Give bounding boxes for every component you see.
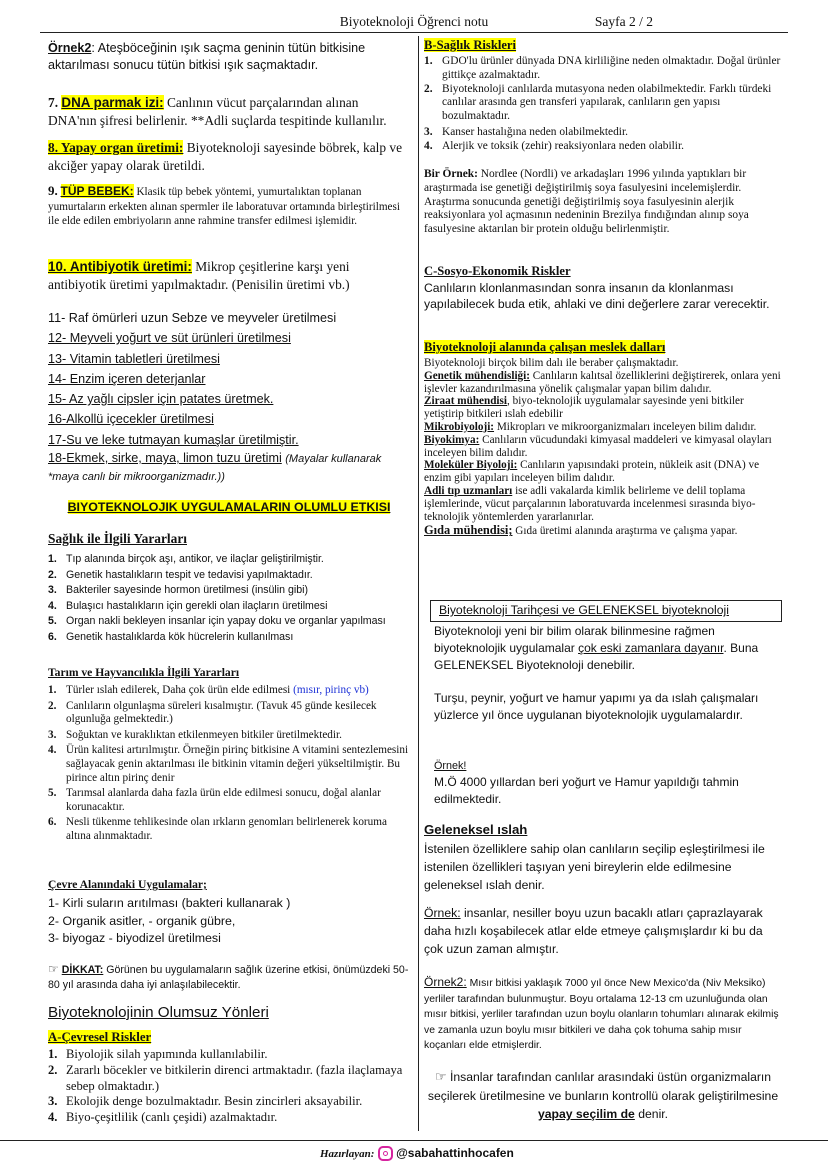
list-item: 5. Tarımsal alanlarda daha fazla ürün elde edilmesi sonucu, doğal alanlar korunacaktır. <box>48 787 381 813</box>
list-item: 6. Nesli tükenme tehlikesinde olan ırkların genomları belirlenerek koruma altına alınmaktadır. <box>48 816 387 842</box>
env-apps-title: Çevre Alanındaki Uygulamalar; <box>48 878 207 891</box>
ornek-text: M.Ö 4000 yıllardan beri yoğurt ve Hamur yapıldığı tahmin edilmektedir. <box>434 775 739 806</box>
item-10: 10. Antibiyotik üretimi: Mikrop çeşitlerine karşı yeni antibiyotik üretimi yapılmaktadır. (Penisilin üretimi vb.) <box>48 259 350 292</box>
hand-icon: ☞ <box>434 1069 447 1084</box>
list-item: 13- Vitamin tabletleri üretilmesi <box>48 351 220 366</box>
list-item: Biyokimya: Canlıların vücudundaki kimyasal maddeleri ve kimyasal olayları inceleyen bilim dalıdır. <box>424 433 772 459</box>
list-item: 3. Bakteriler sayesinde hormon üretilmesi (insülin gibi) <box>48 584 308 596</box>
list-item: 2. Zararlı böcekler ve bitkilerin direnci artmaktadır. (fazla ilaçlamaya sebep olmaktadır.) <box>48 1062 403 1093</box>
health-benefits-list <box>48 552 410 645</box>
list-item: 1. Türler ıslah edilerek, Daha çok ürün elde edilmesi (mısır, pirinç vb) <box>48 684 369 696</box>
islah-title: Geleneksel ıslah <box>424 822 528 837</box>
careers-title: Biyoteknoloji alanında çalışan meslek dalları <box>424 340 666 354</box>
list-item: 4. Biyo-çeşitlilik (canlı çeşidi) azalmaktadır. <box>48 1110 278 1125</box>
list-item: 15- Az yağlı cipsler için patates üretmek. <box>48 392 274 407</box>
env-risks-title: A-Çevresel Riskler <box>48 1030 152 1044</box>
list-item: 17-Su ve leke tutmayan kumaşlar üretilmiştir. <box>48 432 299 447</box>
list-item: Moleküler Biyoloji: Canlıların yapısındaki protein, nükleik asit (DNA) ve enzim gibi yapıları inceleyen bilim dalıdır. <box>424 459 760 485</box>
prepared-by-label: Hazırlayan: <box>320 1148 375 1160</box>
page-header <box>40 8 788 33</box>
list-item: 1. GDO'lu ürünler dünyada DNA kirliliğine neden olmaktadır. Doğal ürünler gittikçe azalmaktadır. <box>424 55 781 81</box>
history-box: Biyoteknoloji Tarihçesi ve GELENEKSEL biyoteknoloji <box>430 600 782 622</box>
doc-title: Biyoteknoloji Öğrenci notu <box>339 14 489 29</box>
list-item: 11- Raf ömürleri uzun Sebze ve meyveler üretilmesi <box>48 311 337 325</box>
list-item: Gıda mühendisi; Gıda üretimi alanında araştırma ve çalışma yapar. <box>424 523 738 538</box>
list-item: 2. Biyoteknoloji canlılarda mutasyona neden olabilmektedir. Farklı türdeki canlılar arasında gen transferi yapılarak, canlıların gen yapısı bozulmaktadır. <box>424 82 772 123</box>
footer <box>0 1140 828 1165</box>
list-item: 4. Bulaşıcı hastalıkların için gerekli olan ilaçların üretilmesi <box>48 599 328 612</box>
ornek-label: Örnek! <box>434 760 467 772</box>
list-item: 16-Alkollü içecekler üretilmesi <box>48 412 214 427</box>
env-risks-list <box>48 1047 410 1126</box>
islah-text: İstenilen özelliklere sahip olan canlıların seçilip eşleştirilmesi ile istenilen özellikleri taşıyan yeni bireylerin elde edilmesine geleneksel ıslah denir. <box>424 842 765 892</box>
page-number: Sayfa 2 / 2 <box>594 14 653 29</box>
islah-example: Örnek: insanlar, nesiller boyu uzun bacaklı atları çaprazlayarak daha hızlı koşabilecek atlar elde etmeye çalışmışlardır ki bu da çok uzun zaman almıştır. <box>424 906 763 956</box>
list-item: 18-Ekmek, sirke, maya, limon tuzu üretimi (Mayalar kullanarak *maya canlı bir mikroorganizmadır.)) <box>48 451 382 484</box>
list-item: 3- biyogaz - biyodizel üretilmesi <box>48 931 221 945</box>
artificial-selection-text: ☞ İnsanlar tarafından canlılar arasındaki üstün organizmaların seçilerek üretilmesine ve bunların kontrollü olarak geliştirilmesine yapay seçilim de denir. <box>427 1069 779 1121</box>
list-item: Adli tıp uzmanları ise adli vakalarda kimlik belirleme ve delil toplama işlemlerinde, vücut parçalarının laboratuvarda incelenmesi sırasında biyo-teknolojik yöntemlerden yararlanırlar. <box>424 484 756 523</box>
dikkat-note: ☞ DİKKAT: Görünen bu uygulamaların sağlık üzerine etkisi, önümüzdeki 50-80 yıl arasında daha iyi anlaşılabilecektir. <box>48 962 409 991</box>
negative-aspects-title: Biyoteknolojinin Olumsuz Yönleri <box>48 1004 269 1021</box>
item-9: 9. TÜP BEBEK: Klasik tüp bebek yöntemi, yumurtalıktan toplanan yumurtaların erkekten alınan spermler ile laboratuvar ortamında birleştirilmesi ile elde edilen embriyoların anne rahmine transfer edilmesi işlemidir. <box>48 183 400 227</box>
instagram-icon <box>378 1146 393 1161</box>
instagram-handle[interactable]: @sabahattinhocafen <box>396 1146 514 1160</box>
list-item: 14- Enzim içeren deterjanlar <box>48 371 206 386</box>
numbered-list-11-18 <box>48 308 410 486</box>
env-apps-list <box>48 895 410 948</box>
list-item: Mikrobiyoloji: Mikropları ve mikroorganizmaları inceleyen bilim dalıdır. <box>424 420 757 433</box>
list-item: 1- Kirli suların arıtılması (bakteri kullanarak ) <box>48 896 291 910</box>
list-item: 4. Alerjik ve toksik (zehir) reaksiyonlara neden olabilir. <box>424 139 684 152</box>
socio-risks-title: C-Sosyo-Ekonomik Riskler <box>424 264 571 278</box>
ornek2-block: Örnek2: Ateşböceğinin ışık saçma geninin tütün bitkisine aktarılması sonucu tütün bitkisi ışık saçmaktadır. <box>48 41 366 72</box>
list-item: Genetik mühendisliği: Canlıların kalıtsal özelliklerini değiştirerek, onlara yeni işlevler kazandırılmasına yönelik çalışmalar yapan bilim dalıdır. <box>424 369 781 395</box>
agri-benefits-title: Tarım ve Hayvancılıkla İlgili Yararları <box>48 666 240 679</box>
item-8: 8. Yapay organ üretimi: Biyoteknoloji sayesinde böbrek, kalp ve akciğer yapay olarak üretildi. <box>48 140 403 173</box>
list-item: Ziraat mühendisi, biyo-teknolojik uygulamalar sayesinde yeni bitkiler yetiştirip bitkileri ıslah edebilir <box>424 395 744 421</box>
item-7: 7. DNA parmak izi: Canlının vücut parçalarından alınan DNA'nın şifresi belirlenir. **Adli suçlarda tespitinde kullanılır. <box>48 95 387 128</box>
agri-benefits-list <box>48 684 410 844</box>
list-item: 1. Tıp alanında birçok aşı, antikor, ve ilaçlar geliştirilmiştir. <box>48 553 324 565</box>
list-item: 1. Biyolojik silah yapımında kullanılabilir. <box>48 1047 268 1061</box>
health-benefits-title: Sağlık ile İlgili Yararları <box>48 531 187 546</box>
column-divider <box>418 36 419 1131</box>
list-item: 2. Canlıların olgunlaşma süreleri kısalmıştır. (Tavuk 45 günde kesilecek olgunluğa gelmektedir.) <box>48 699 377 726</box>
list-item: 12- Meyveli yoğurt ve süt ürünleri üretilmesi <box>48 331 291 346</box>
list-item: 5. Organ nakli bekleyen insanlar için yapay doku ve organlar yapılması <box>48 615 386 627</box>
hand-icon: ☞ <box>48 962 59 976</box>
islah-example2: Örnek2: Mısır bitkisi yaklaşık 7000 yıl önce New Mexico'da (Niv Meksiko) yerliler tarafından bulunmuştur. Boyu ortalama 12-13 cm uzunluğunda olan mısır bitkisi, yerliler tarafından uzun boylu olanların tohumları alınarak ekilmiş ve zamanla uzun boylu mısır bitkileri ve daha çok tohuma sahip mısır koçanları elde etmişlerdir. <box>424 975 779 1051</box>
positive-effects-title: BIYOTEKNOLOJIK UYGULAMALARIN OLUMLU ETKISI <box>67 500 391 514</box>
list-item: 4. Ürün kalitesi artırılmıştır. Örneğin pirinç bitkisine A vitamini sentezlemesini sağlayacak genin aktarılması ile bitkinin vitamin değeri yükseltilmiştir. Bu pirince altın pirinç denir <box>48 744 409 784</box>
health-risks-title: B-Sağlık Riskleri <box>424 38 517 52</box>
careers-list: Biyoteknoloji birçok bilim dalı ile beraber çalışmaktadır. Genetik mühendisliği: Canlıların kalıtsal özelliklerini değiştirerek, onlara yeni işlevler kazandırılmasına yönelik çalışmalar yapan bilim dalıdır. Ziraat mühendisi, biyo-teknolojik uygulamalar sayesinde yeni bitkiler yetiştirip bitkileri ıslah edebilir Mikrobiyoloji: Mikropları ve mikroorganizmaları inceleyen bilim dalıdır. Biyokimya: Canlıların vücudundaki kimyasal maddeleri ve kimyasal olayları inceleyen bilim dalıdır. Moleküler Biyoloji: Canlıların yapısındaki protein, nükleik asit (DNA) ve enzim gibi yapıları inceleyen bilim dalıdır. Adli tıp uzmanları ise adli vakalarda kimlik belirleme ve delil toplama işlemlerinde, vücut parçalarının laboratuvarda incelenmesi sırasında biyo-teknolojik yöntemlerden yararlanırlar. Gıda mühendisi; Gıda üretimi alanında araştırma ve çalışma yapar. <box>424 357 781 538</box>
list-item: 2- Organik asitler, - organik gübre, <box>48 913 236 928</box>
history-p2: Turşu, peynir, yoğurt ve hamur yapımı ya da ıslah çalışmaları yüzlerce yıl önce uygulanan biyoteknolojik uygulamalardır. <box>434 691 759 722</box>
list-item: 3. Ekolojik denge bozulmaktadır. Besin zincirleri aksayabilir. <box>48 1094 363 1109</box>
list-item: 3. Kanser hastalığına neden olabilmektedir. <box>424 125 628 138</box>
bir-ornek-block: Bir Örnek: Nordlee (Nordli) ve arkadaşları 1996 yılında yaptıkları bir araştırmada ise genetiği değiştirilmiş soya fasulyesini incelemişlerdir. Araştırma sonucunda genetiği değiştirilmiş soya fasulyesinin alerjik reaksiyonlara yol açmasının nedeninin Brezilya fındığından alınıp soya fasulyesine aktarılan bir protein olduğu belirlenmiştir. <box>424 168 749 236</box>
list-item: 2. Genetik hastalıkların tespit ve tedavisi yapılmaktadır. <box>48 568 313 581</box>
list-item: 3. Soğuktan ve kuraklıktan etkilenmeyen bitkiler üretilmektedir. <box>48 728 342 741</box>
socio-risks-text: Canlıların klonlanmasından sonra insanın da klonlanması yapılabilecek buda etik, ahlaki ve dini değerlere zarar verecektir. <box>424 281 770 311</box>
health-risks-list <box>424 55 782 154</box>
history-text: Biyoteknoloji yeni bir bilim olarak bilinmesine rağmen biyoteknolojik uygulamalar çok eski zamanlara dayanır. Buna GELENEKSEL Biyoteknoloji denebilir. <box>434 624 759 672</box>
list-item: 6. Genetik hastalıklarda kök hücrelerin kullanılması <box>48 630 294 643</box>
